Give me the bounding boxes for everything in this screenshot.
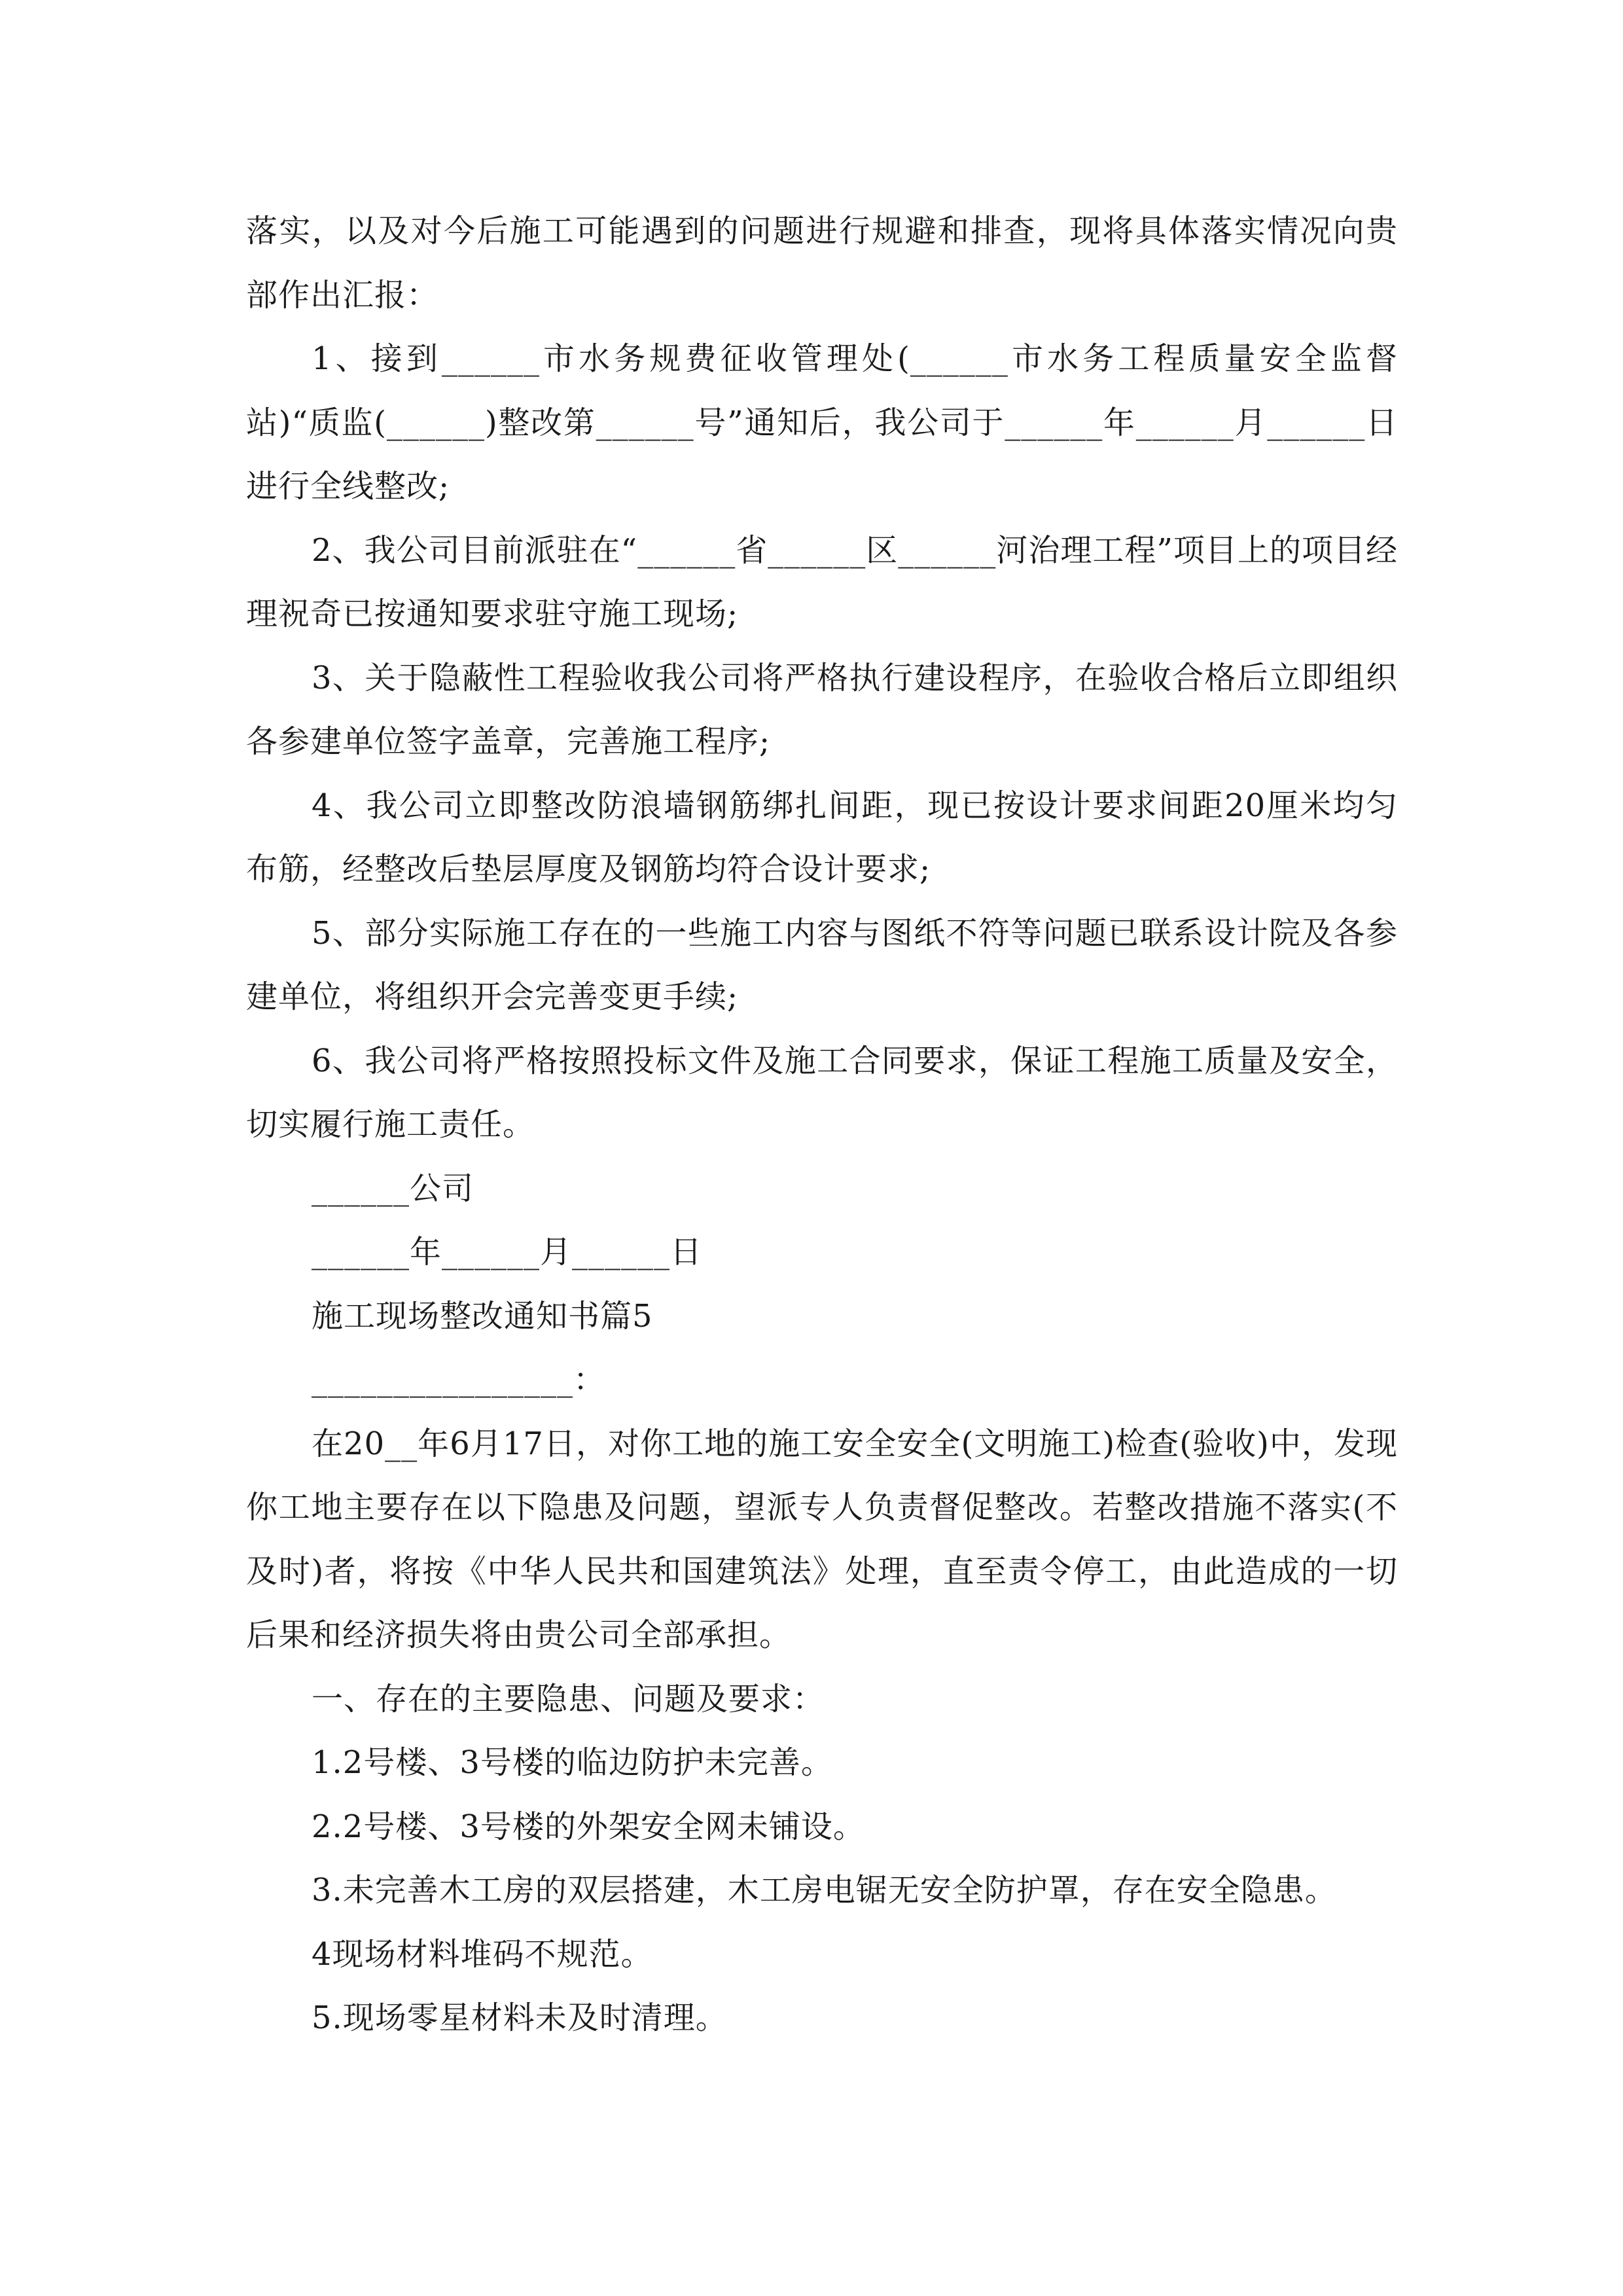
signature-date: ______年______月______日 [312,1234,703,1270]
addressee-line: ________________： [312,1361,606,1398]
notice-body: 在20__年6月17日，对你工地的施工安全安全(文明施工)检查(验收)中，发现你工地主要存在以下隐患及问题，望派专人负责督促整改。若整改措施不落实(不及时)者，将按《中华人民共和国建筑法》处理，直至责令停工，由此造成的一切后果和经济损失将由贵公司全部承担。 [246,1425,1398,1653]
paragraph-item-6: 6、我公司将严格按照投标文件及施工合同要求，保证工程施工质量及安全，切实履行施工责任。 [246,1042,1398,1143]
document-body [246,200,1398,2051]
issue-item-2: 2.2号楼、3号楼的外架安全网未铺设。 [312,1808,865,1845]
issue-item-5: 5.现场零星材料未及时清理。 [312,2000,728,2036]
paragraph-item-1: 1、接到______市水务规费征收管理处(______市水务工程质量安全监督站)“质监(______)整改第______号”通知后，我公司于______年______月______日进行全线整改; [246,340,1398,505]
issue-item-1: 1.2号楼、3号楼的临边防护未完善。 [312,1744,833,1781]
paragraph-item-4: 4、我公司立即整改防浪墙钢筋绑扎间距，现已按设计要求间距20厘米均匀布筋，经整改后垫层厚度及钢筋均符合设计要求; [246,787,1398,888]
issue-item-3: 3.未完善木工房的双层搭建，木工房电锯无安全防护罩，存在安全隐患。 [312,1872,1337,1909]
issues-heading: 一、存在的主要隐患、问题及要求： [312,1680,825,1717]
paragraph-continuation: 落实，以及对今后施工可能遇到的问题进行规避和排查，现将具体落实情况向贵部作出汇报： [246,213,1398,314]
paragraph-item-3: 3、关于隐蔽性工程验收我公司将严格执行建设程序，在验收合格后立即组织各参建单位签字盖章，完善施工程序; [246,659,1398,760]
issue-item-4: 4现场材料堆码不规范。 [312,1935,653,1973]
paragraph-item-5: 5、部分实际施工存在的一些施工内容与图纸不符等问题已联系设计院及各参建单位，将组织开会完善变更手续; [246,914,1398,1015]
section-title: 施工现场整改通知书篇5 [312,1297,653,1335]
paragraph-item-2: 2、我公司目前派驻在“______省______区______河治理工程”项目上的项目经理祝奇已按通知要求驻守施工现场; [246,531,1398,632]
signature-company: ______公司 [312,1170,474,1207]
